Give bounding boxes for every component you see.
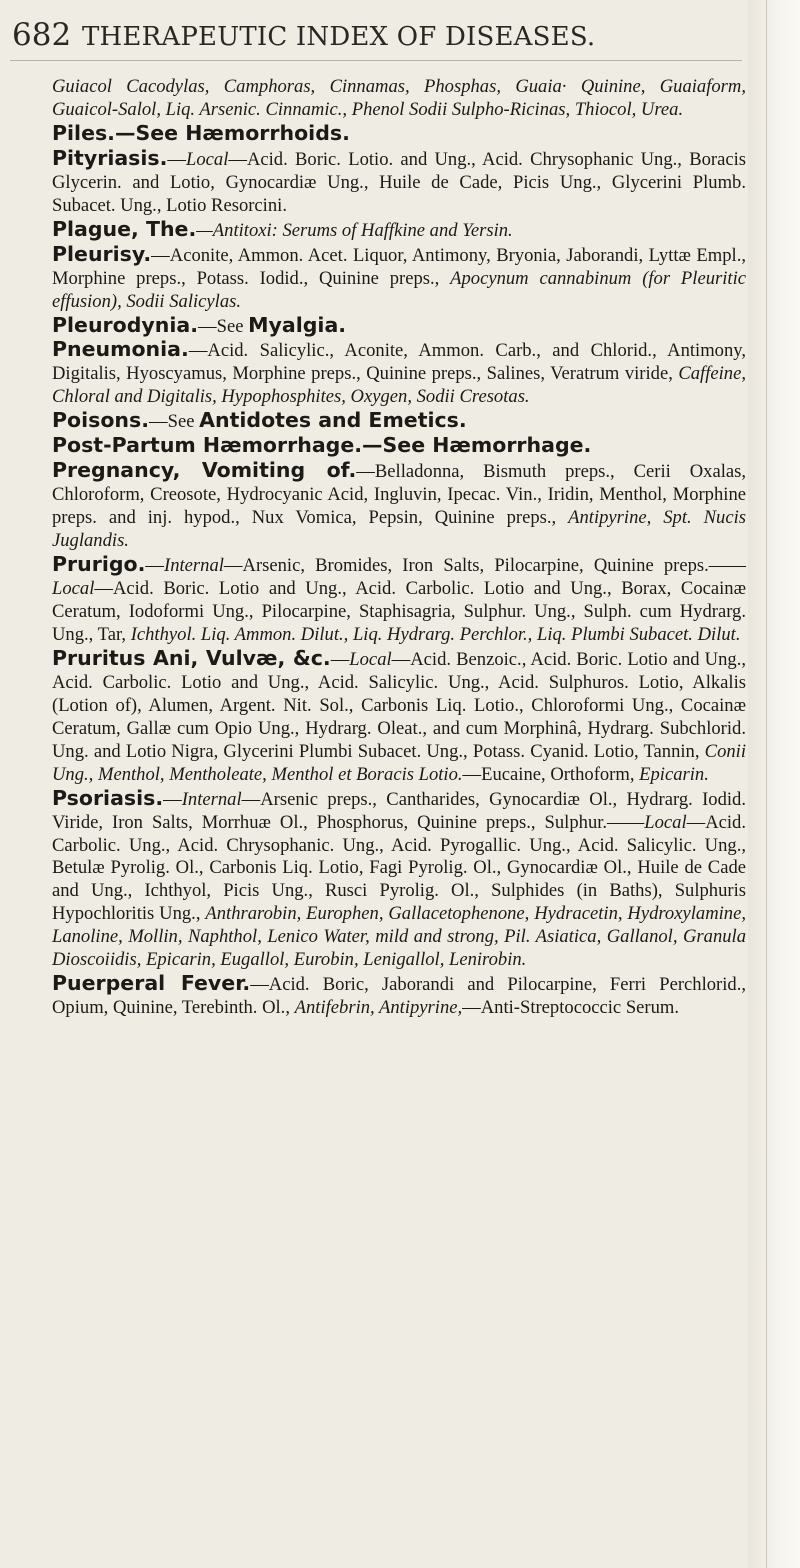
entry-remedies: Apocynum cannabinum (for Pleuritic effusion), Sodii Salicylas. (52, 267, 746, 312)
entry-remedies: —Arsenic, Bromides, Iron Salts, Pilocarpine, Quinine preps.—— (223, 555, 746, 577)
index-entry (52, 314, 746, 339)
entry-remedies: — (163, 788, 182, 810)
continued-entry: Guiacol Cacodylas, Camphoras, Cinnamas, Phosphas, Guaia· Quinine, Guaiaform, Guaicol-Salol, Liq. Arsenic. Cinnamic., Phenol Sodii Sulpho-Ricinas, Thiocol, Urea. (52, 76, 746, 120)
entry-headword: Plague, The. (52, 216, 197, 241)
entry-remedies: —Acid. Boric. Lotio. and Ung., Acid. Chrysophanic Ung., Boracis Glycerin. and Lotio, Gynocardiæ Ung., Huile de Cade, Picis Ung., Glycerini Plumb. Subacet. Ung., Lotio Resorcini. (52, 148, 746, 216)
index-column (52, 76, 746, 1020)
cross-reference: —See Hæmorrhage. (362, 433, 592, 458)
entry-headword: Psoriasis. (52, 785, 164, 810)
gutter-edge (766, 0, 767, 1568)
entry-remedies: Conii Ung., Menthol, Mentholeate, Menthol et Boracis Lotio. (52, 740, 746, 785)
entry-headword: Pregnancy, Vomiting of. (52, 458, 357, 483)
entry-remedies: Local (644, 811, 687, 833)
cross-reference: Myalgia. (248, 312, 347, 337)
entry-remedies: Epicarin. (639, 763, 709, 785)
index-entry (52, 434, 746, 459)
header-rule (10, 60, 742, 61)
entry-remedies: Antifebrin, Antipyrine, (294, 997, 463, 1019)
page-number: 682 (12, 17, 72, 53)
entry-remedies: Local (52, 578, 95, 600)
index-entry (52, 338, 746, 409)
entry-headword: Prurigo. (52, 552, 146, 577)
entry-remedies: —Eucaine, Orthoform, (462, 763, 640, 785)
index-entry (52, 647, 746, 787)
page-gutter (748, 0, 800, 1568)
entry-headword: Pleurisy. (52, 241, 152, 266)
entry-remedies: — (145, 555, 165, 577)
entry-remedies: — (330, 648, 350, 670)
entry-headword: Pityriasis. (52, 145, 168, 170)
index-entry (52, 459, 746, 553)
index-entry (52, 787, 746, 973)
entry-remedies: Caffeine, Chloral and Digitalis, Hypophosphites, Oxygen, Sodii Cresotas. (52, 363, 746, 408)
cross-reference: —See Hæmorrhoids. (114, 120, 350, 145)
index-entry (52, 122, 746, 147)
entry-headword: Puerperal Fever. (52, 971, 251, 996)
index-entry (52, 409, 746, 434)
entry-remedies: Anthrarobin, Europhen, Gallacetophenone, Hydracetin, Hydroxylamine, Lanoline, Mollin, Naphthol, Lenico Water, mild and strong, Pil. Asiatica, Gallanol, Granula Dioscoiidis, Epicarin, Eugallol, Eurobin, Lenigallol, Lenirobin. (52, 903, 746, 971)
running-title: THERAPEUTIC INDEX OF DISEASES. (82, 22, 596, 52)
entry-remedies: Local (349, 648, 392, 670)
entry-remedies: Antipyrine, Spt. Nucis Juglandis. (52, 507, 746, 552)
index-entry (52, 243, 746, 314)
index-entry (52, 218, 746, 243)
entry-remedies: —Antitoxi: Serums of Haffkine and Yersin. (196, 219, 513, 241)
entry-remedies: — (167, 148, 186, 170)
entry-remedies: —Arsenic preps., Cantharides, Gynocardiæ Ol., Hydrarg. Iodid. Viride, Iron Salts, Morrhuæ Ol., Phosphorus, Quinine preps., Sulphur.—— (52, 788, 746, 833)
running-header (0, 0, 800, 62)
entry-remedies: —Aconite, Ammon. Acet. Liquor, Antimony, Bryonia, Jaborandi, Lyttæ Empl., Morphine preps., Potass. Iodid., Quinine preps., (52, 244, 746, 289)
entry-remedies: Internal (164, 555, 224, 577)
entry-remedies: —Acid. Benzoic., Acid. Boric. Lotio and Ung., Acid. Carbolic. Lotio and Ung., Acid. Salicylic. Ung., Acid. Sulphuros. Lotio, Alkalis (Lotion of), Alumen, Argent. Nit. Sol., Carbonis Liq. Lotio., Chloroformi Ung., Cocainæ Ceratum, Gallæ cum Opio Ung., Hydrarg. Oleat., and cum Morphinâ, Hydrarg. Subchlorid. Ung. and Lotio Nigra, Glycerini Plumbi Subacet. Ung., Potass. Cyanid. Lotio, Tannin, (52, 648, 746, 762)
entry-remedies: —Acid. Salicylic., Aconite, Ammon. Carb., and Chlorid., Antimony, Digitalis, Hyoscyamus, Morphine preps., Quinine preps., Salines, Veratrum viride, (52, 340, 746, 385)
entry-remedies: —Acid. Carbolic. Ung., Acid. Chrysophanic. Ung., Acid. Pyrogallic. Ung., Acid. Salicylic. Ung., Betulæ Pyrolig. Ol., Carbonis Liq. Lotio, Fagi Pyrolig. Ol., Gynocardiæ Ol., Huile de Cade and Ung., Ichthyol, Picis Ung., Rusci Pyrolig. Ol., Sulphides (in Baths), Sulphuris Hypochloritis Ung., (52, 811, 746, 925)
entry-headword: Pleurodynia. (52, 312, 199, 337)
entry-headword: Poisons. (52, 408, 150, 433)
entry-headword: Post-Partum Hæmorrhage. (52, 433, 363, 458)
entry-remedies: —See (198, 315, 249, 337)
index-entry (52, 553, 746, 647)
entry-remedies: Internal (181, 788, 242, 810)
entry-remedies: —Acid. Boric, Jaborandi and Pilocarpine, Ferri Perchlorid., Opium, Quinine, Terebinth. Ol., (52, 974, 747, 1019)
cross-reference: Antidotes and Emetics. (199, 408, 467, 433)
entry-remedies: —See (149, 411, 200, 433)
entry-remedies: —Acid. Boric. Lotio and Ung., Acid. Carbolic. Lotio and Ung., Borax, Cocainæ Ceratum, Iodoformi Ung., Pilocarpine, Staphisagria, Sulphur. Ung., Sulph. cum Hydrarg. Ung., Tar, (52, 578, 746, 645)
entry-headword: Piles. (52, 120, 115, 145)
entry-remedies: —Belladonna, Bismuth preps., Cerii Oxalas, Chloroform, Creosote, Hydrocyanic Acid, Ingluvin, Ipecac. Vin., Iridin, Menthol, Morphine preps. and inj. hypod., Nux Vomica, Pepsin, Quinine preps., (52, 461, 746, 529)
entry-headword: Pneumonia. (52, 337, 189, 362)
entry-headword: Pruritus Ani, Vulvæ, &c. (52, 645, 331, 670)
index-entry (52, 972, 746, 1020)
entry-remedies: Ichthyol. Liq. Ammon. Dilut., Liq. Hydrarg. Perchlor., Liq. Plumbi Subacet. Dilut. (130, 623, 741, 645)
index-entry (52, 147, 746, 218)
entry-remedies: —Anti-Streptococcic Serum. (462, 997, 680, 1019)
entry-remedies: Local (186, 148, 229, 170)
